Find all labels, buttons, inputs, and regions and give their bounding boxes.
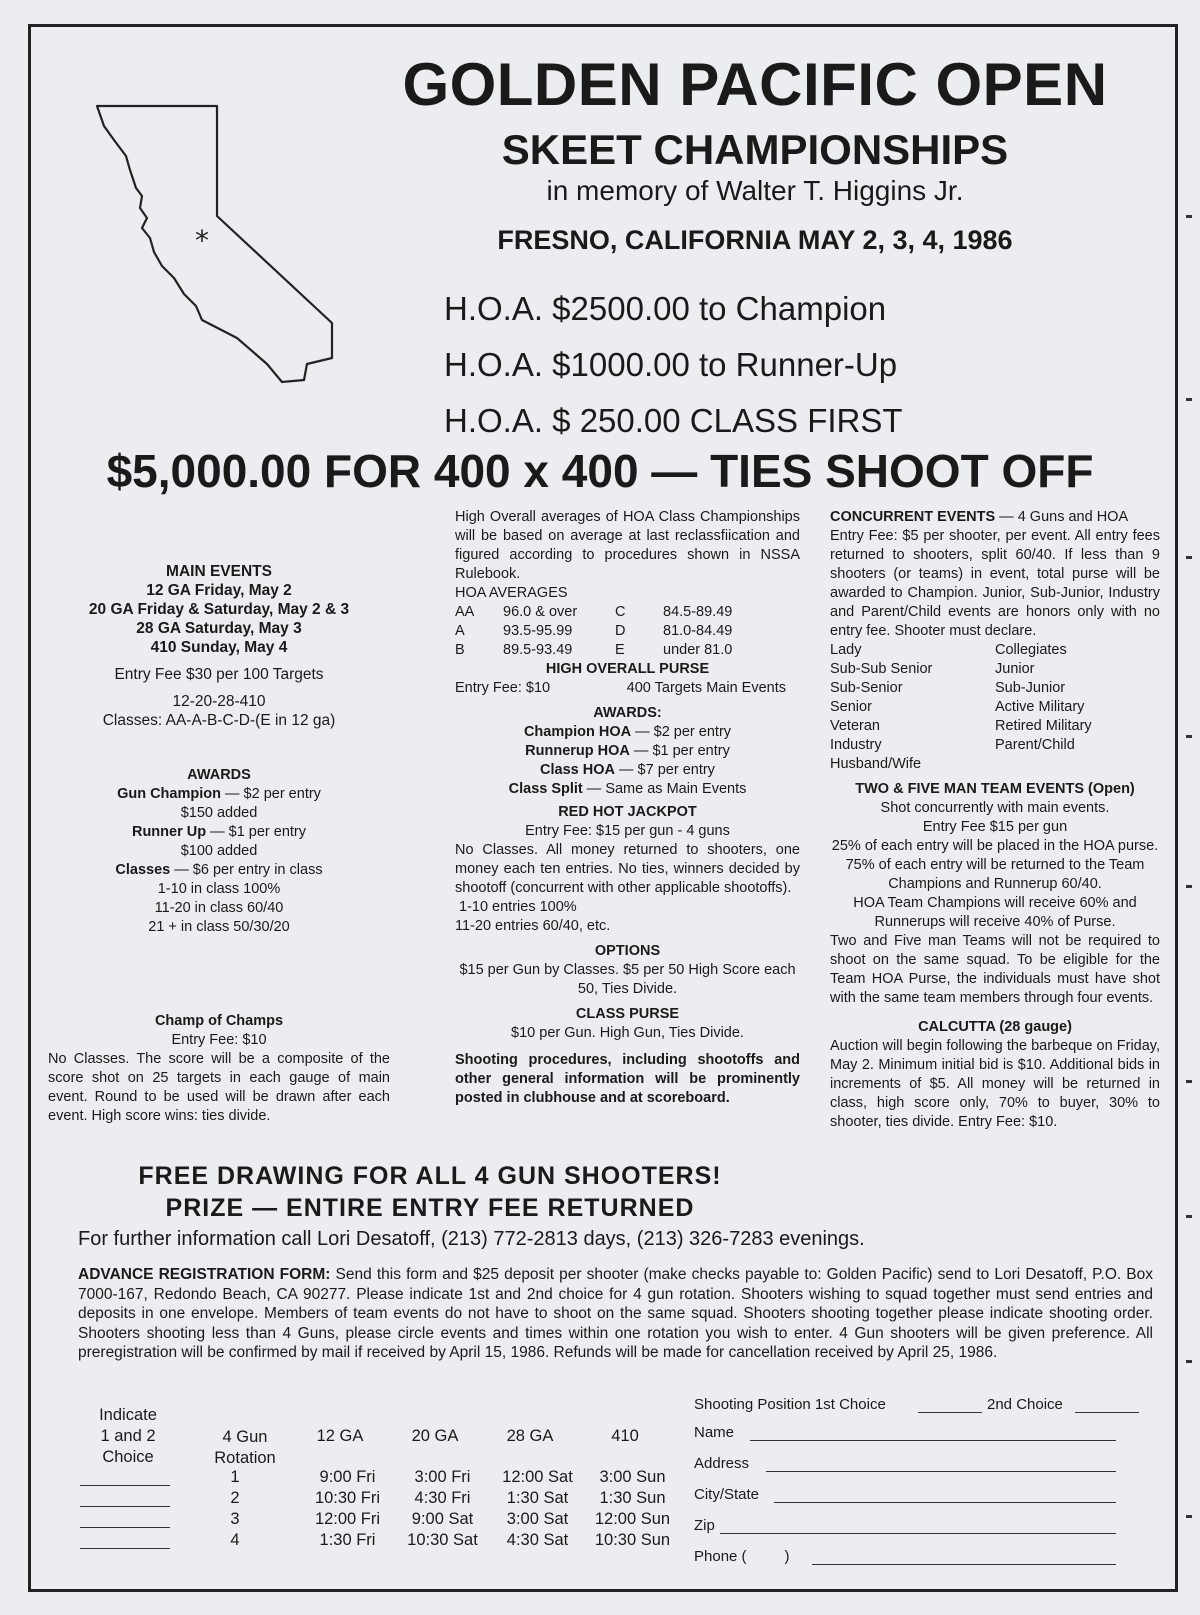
team-text: HOA Team Champions will receive 60% and Runnerups will receive 40% of Purse. xyxy=(853,895,1137,930)
zip-field[interactable] xyxy=(720,1533,1116,1534)
choice-blank[interactable] xyxy=(80,1488,170,1507)
category-row: Industry Parent/Child xyxy=(830,737,1075,753)
concurrent-heading: CONCURRENT EVENTS — 4 Guns and HOA xyxy=(830,509,1129,525)
edge-mark xyxy=(1186,1080,1192,1083)
address-label: Address xyxy=(694,1455,750,1472)
edge-mark xyxy=(1186,1515,1192,1518)
memorial-line: in memory of Walter T. Higgins Jr. xyxy=(546,175,964,206)
team-heading: TWO & FIVE MAN TEAM EVENTS (Open) xyxy=(855,781,1135,797)
middle-award: Champion HOA — $2 per entry xyxy=(523,724,732,740)
award-classes: Classes — $6 per entry in class xyxy=(115,862,323,878)
middle-awards-heading: AWARDS: xyxy=(593,705,662,721)
award-gun-champion-added: $150 added xyxy=(180,805,258,821)
fresno-marker: * xyxy=(195,224,209,257)
indicate-header: Indicate 1 and 2 Choice xyxy=(99,1406,157,1466)
jackpot-text: No Classes. All money returned to shooters, one money each ten entries. No ties, winners decided by shootoff (concurrent with other applicable shootoffs). xyxy=(455,842,800,896)
main-event-line: 20 GA Friday & Saturday, May 2 & 3 xyxy=(88,601,350,618)
table-row: 4 1:30 Fri 10:30 Sat 4:30 Sat 10:30 Sun xyxy=(80,1530,700,1551)
jackpot-line: 11-20 entries 60/40, etc. xyxy=(455,918,611,934)
middle-award: Class HOA — $7 per entry xyxy=(540,762,715,778)
second-choice-field[interactable] xyxy=(1075,1412,1139,1413)
awards-heading: AWARDS xyxy=(187,767,251,783)
averages-row: AA 96.0 & over C 84.5-89.49 xyxy=(455,604,733,620)
main-event-line: 12 GA Friday, May 2 xyxy=(146,582,292,599)
main-entry-fee: Entry Fee $30 per 100 Targets xyxy=(114,666,324,683)
team-text: Two and Five man Teams will not be required to shoot on the same squad. To be eligible for the Team HOA Purse, the individuals must have shot with the same team members through four events. xyxy=(830,933,1160,1006)
table-row: 2 10:30 Fri 4:30 Fri 1:30 Sat 1:30 Sun xyxy=(80,1488,700,1509)
jackpot-heading: RED HOT JACKPOT xyxy=(558,804,697,820)
concurrent-text: Entry Fee: $5 per shooter, per event. All entry fees returned to shooters, split 60/40. If less than 9 shooters (or teams) in event, total purse will be awarded to Champion. Junior, Sub-Junior, Industry and Parent/Child events are honors only with no entry fee. Shooter must declare. xyxy=(830,528,1160,639)
averages-row: A 93.5-95.99 D 81.0-84.49 xyxy=(455,623,733,639)
california-map xyxy=(92,98,392,398)
award-split: 11-20 in class 60/40 xyxy=(154,900,284,916)
city-state-label: City/State xyxy=(694,1486,760,1503)
rotation-header: 4 Gun Rotation xyxy=(214,1428,276,1467)
phone-field[interactable] xyxy=(812,1564,1116,1565)
calcutta-heading: CALCUTTA (28 gauge) xyxy=(918,1019,1072,1035)
award-gun-champion: Gun Champion — $2 per entry xyxy=(117,786,321,802)
category-row: Veteran Retired Military xyxy=(830,718,1092,734)
location-dates: FRESNO, CALIFORNIA MAY 2, 3, 4, 1986 xyxy=(497,225,1013,255)
award-split: 21 + in class 50/30/20 xyxy=(148,919,290,935)
category-row: Sub-Senior Sub-Junior xyxy=(830,680,1066,696)
choice-blank[interactable] xyxy=(80,1530,170,1549)
edge-mark xyxy=(1186,215,1192,218)
team-text: 75% of each entry will be returned to the Team Champions and Runnerup 60/40. xyxy=(845,857,1145,892)
phone-label: Phone ( ) xyxy=(694,1548,790,1565)
address-field[interactable] xyxy=(766,1471,1116,1472)
registration-text: ADVANCE REGISTRATION FORM: Send this form and $25 deposit per shooter (make checks payable to: Golden Pacific) send to Lori Desatoff, P.O. Box 7000-167, Redondo Beach, CA 90277. Please indicate 1st and 2nd choice for 4 gun rotation. Shooters wishing to squad together must send entries and deposits in one envelope. Members of team events do not have to shoot on the same squad. Shooters shooting together please indicate shooting order. Shooters shooting less than 4 Guns, please circle events and times within one rotation you wish to enter. 4 Gun shooters will be given preference. All preregistration will be confirmed by mail if received by April 15, 1986. Refunds will be made for cancellation received by April 25, 1986. xyxy=(78,1266,1153,1361)
page-subtitle: SKEET CHAMPIONSHIPS xyxy=(501,126,1009,173)
hoa-class-first: H.O.A. $ 250.00 CLASS FIRST xyxy=(444,402,903,439)
class-purse-heading: CLASS PURSE xyxy=(575,1006,680,1022)
category-row: Senior Active Military xyxy=(830,699,1085,715)
awards-left-section xyxy=(48,766,390,937)
averages-row: B 89.5-93.49 E under 81.0 xyxy=(455,642,733,658)
team-line: Shot concurrently with main events. xyxy=(880,800,1110,816)
jackpot-line: 1-10 entries 100% xyxy=(459,899,577,915)
col-header-28ga: 28 GA xyxy=(506,1427,554,1445)
edge-mark xyxy=(1186,885,1192,888)
main-events-section xyxy=(48,562,390,730)
edge-mark xyxy=(1186,556,1192,559)
champ-fee: Entry Fee: $10 xyxy=(171,1032,267,1048)
col-header-12ga: 12 GA xyxy=(316,1427,364,1445)
champ-text: No Classes. The score will be a composite of the score shot on 25 targets in each gauge of main event. Round to be used will be drawn after each event. High score wins: ties divide. xyxy=(48,1051,390,1124)
hoa-champion: H.O.A. $2500.00 to Champion xyxy=(444,290,887,327)
options-heading: OPTIONS xyxy=(594,943,661,959)
schedule-rows xyxy=(80,1467,700,1551)
table-row: 1 9:00 Fri 3:00 Fri 12:00 Sat 3:00 Sun xyxy=(80,1467,700,1488)
award-runner-up-added: $100 added xyxy=(180,843,258,859)
right-column xyxy=(830,508,1160,1132)
edge-mark xyxy=(1186,1360,1192,1363)
second-choice-label: 2nd Choice xyxy=(987,1396,1063,1413)
purse-line: Entry Fee: $10 400 Targets Main Events xyxy=(455,680,786,696)
free-drawing: FREE DRAWING FOR ALL 4 GUN SHOOTERS! PRIZE — ENTIRE ENTRY FEE RETURNED xyxy=(138,1162,722,1222)
name-label: Name xyxy=(694,1424,735,1441)
middle-column xyxy=(455,508,800,1108)
award-runner-up: Runner Up — $1 per entry xyxy=(131,824,307,840)
team-text: 25% of each entry will be placed in the HOA purse. xyxy=(831,838,1159,854)
name-field[interactable] xyxy=(750,1440,1116,1441)
col-header-20ga: 20 GA xyxy=(411,1427,459,1445)
contact-info: For further information call Lori Desatoff, (213) 772-2813 days, (213) 326-7283 evenings. xyxy=(78,1228,865,1250)
city-state-field[interactable] xyxy=(774,1502,1116,1503)
main-gauges: 12-20-28-410 xyxy=(172,693,266,710)
main-events-heading: MAIN EVENTS xyxy=(166,563,272,580)
procedures-note: Shooting procedures, including shootoffs and other general information will be prominently posted in clubhouse and at scoreboard. xyxy=(455,1052,800,1106)
main-event-line: 410 Sunday, May 4 xyxy=(150,639,288,656)
first-choice-field[interactable] xyxy=(918,1412,982,1413)
category-row: Husband/Wife xyxy=(830,756,922,772)
category-row: Sub-Sub Senior Junior xyxy=(830,661,1035,677)
team-line: Entry Fee $15 per gun xyxy=(922,819,1068,835)
zip-label: Zip xyxy=(694,1517,715,1534)
table-row: 3 12:00 Fri 9:00 Sat 3:00 Sat 12:00 Sun xyxy=(80,1509,700,1530)
champ-heading: Champ of Champs xyxy=(154,1013,284,1029)
averages-heading: HOA AVERAGES xyxy=(455,585,568,601)
edge-mark xyxy=(1186,1215,1192,1218)
award-split: 1-10 in class 100% xyxy=(157,881,281,897)
middle-award: Class Split — Same as Main Events xyxy=(508,781,747,797)
main-event-line: 28 GA Saturday, May 3 xyxy=(136,620,302,637)
category-row: Lady Collegiates xyxy=(830,642,1067,658)
main-classes: Classes: AA-A-B-C-D-(E in 12 ga) xyxy=(102,712,336,729)
page-title: GOLDEN PACIFIC OPEN xyxy=(402,51,1108,118)
class-purse-text: $10 per Gun. High Gun, Ties Divide. xyxy=(511,1025,744,1041)
col-header-410: 410 xyxy=(611,1427,639,1445)
calcutta-text: Auction will begin following the barbeque on Friday, May 2. Minimum initial bid is $10. Additional bids in increments of $5. All money will be returned in class, high score only, 70% to buyer, 30% to shooter, ties divide. Entry Fee: $10. xyxy=(830,1038,1160,1130)
champ-of-champs-section xyxy=(48,1012,390,1126)
edge-mark xyxy=(1186,398,1192,401)
hoa-runner-up: H.O.A. $1000.00 to Runner-Up xyxy=(444,346,898,383)
hoa-intro: High Overall averages of HOA Class Championships will be based on average at last reclassfiication and figured according to procedures shown in NSSA Rulebook. xyxy=(455,509,800,582)
choice-blank[interactable] xyxy=(80,1509,170,1528)
purse-banner: $5,000.00 FOR 400 x 400 — TIES SHOOT OFF xyxy=(106,445,1094,497)
options-text: $15 per Gun by Classes. $5 per 50 High Score each 50, Ties Divide. xyxy=(459,962,796,997)
shooting-position-label: Shooting Position 1st Choice xyxy=(694,1396,886,1413)
middle-award: Runnerup HOA — $1 per entry xyxy=(525,743,730,759)
jackpot-fee: Entry Fee: $15 per gun - 4 guns xyxy=(525,823,730,839)
choice-blank[interactable] xyxy=(80,1467,170,1486)
purse-heading: HIGH OVERALL PURSE xyxy=(545,661,710,677)
edge-mark xyxy=(1186,735,1192,738)
